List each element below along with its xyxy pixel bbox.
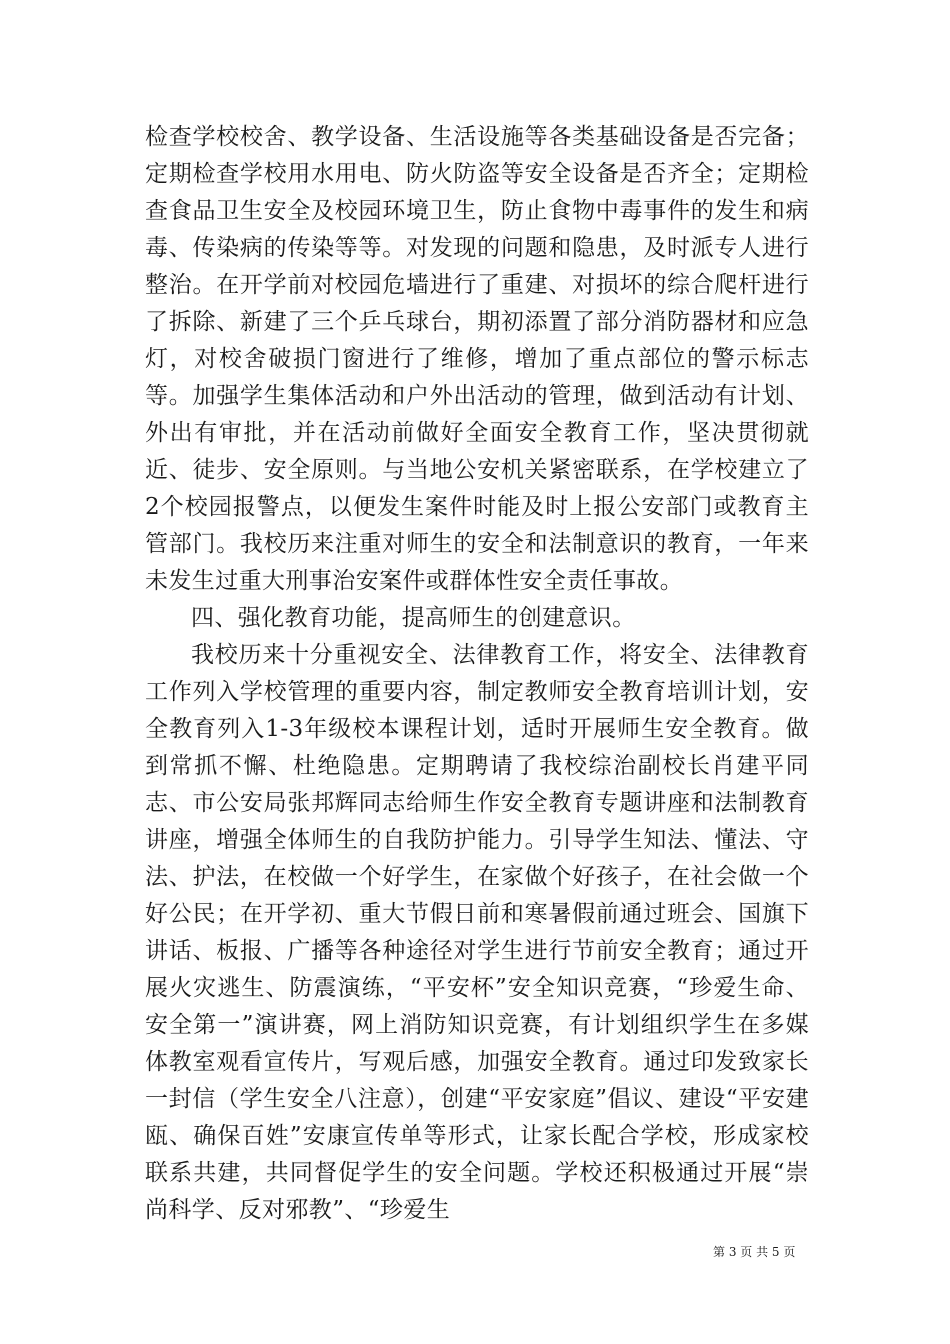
body-paragraph-1: 检查学校校舍、教学设备、生活设施等各类基础设备是否完备；定期检查学校用水用电、防火防盗等安全设备是否齐全；定期检查食品卫生安全及校园环境卫生，防止食物中毒事件的发生和病毒、传染病的传染等等。对发现的问题和隐患，及时派专人进行整治。在开学前对校园危墙进行了重建、对损坏的综合爬杆进行了拆除、新建了三个乒乓球台，期初添置了部分消防器材和应急灯，对校舍破损门窗进行了维修，增加了重点部位的警示标志等。加强学生集体活动和户外出活动的管理，做到活动有计划、外出有审批，并在活动前做好全面安全教育工作，坚决贯彻就近、徒步、安全原则。与当地公安机关紧密联系，在学校建立了2个校园报警点，以便发生案件时能及时上报公安部门或教育主管部门。我校历来注重对师生的安全和法制意识的教育，一年来未发生过重大刑事治安案件或群体性安全责任事故。 — [145, 124, 809, 594]
body-paragraph-2: 我校历来十分重视安全、法律教育工作，将安全、法律教育工作列入学校管理的重要内容，制定教师安全教育培训计划，安全教育列入1-3年级校本课程计划，适时开展师生安全教育。做到常抓不懈、杜绝隐患。定期聘请了我校综治副校长肖建平同志、市公安局张邦辉同志给师生作安全教育专题讲座和法制教育讲座，增强全体师生的自我防护能力。引导学生知法、懂法、守法、护法，在校做一个好学生，在家做个好孩子，在社会做一个好公民；在开学初、重大节假日前和寒暑假前通过班会、国旗下讲话、板报、广播等各种途径对学生进行节前安全教育；通过开展火灾逃生、防震演练，“平安杯”安全知识竞赛，“珍爱生命、安全第一”演讲赛，网上消防知识竞赛，有计划组织学生在多媒体教室观看宣传片，写观后感，加强安全教育。通过印发致家长一封信（学生安全八注意），创建“平安家庭”倡议、建设“平安建瓯、确保百姓”安康宣传单等形式，让家长配合学校，形成家校联系共建，共同督促学生的安全问题。学校还积极通过开展“崇尚科学、反对邪教”、“珍爱生 — [145, 642, 809, 1223]
document-body — [145, 119, 809, 1229]
section-heading-4: 四、强化教育功能，提高师生的创建意识。 — [191, 605, 636, 631]
page-number-footer: 第 3 页 共 5 页 — [713, 1245, 796, 1259]
